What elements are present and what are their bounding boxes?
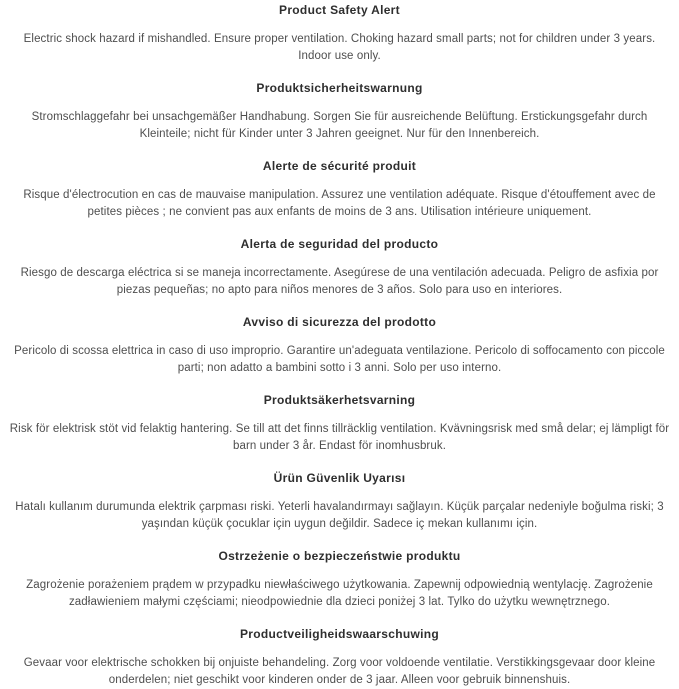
section-body: Zagrożenie porażeniem prądem w przypadku niewłaściwego użytkowania. Zapewnij odpowiednią wentylację. Zagrożenie zadławieniem małymi częściami; nieodpowiednie dla dzieci poniżej 3 lat. Tylko do użytku wewnętrznego.	[26, 579, 653, 608]
section-heading: Product Safety Alert	[279, 3, 400, 17]
section-body: Risque d'électrocution en cas de mauvaise manipulation. Assurez une ventilation adéquate. Risque d'étouffement avec de petites pièces ; ne convient pas aux enfants de moins de 3 ans. Utilisation intérieure uniquement.	[23, 189, 656, 218]
safety-section-sv	[8, 392, 671, 455]
section-heading: Productveiligheidswaarschuwing	[239, 627, 440, 641]
safety-section-fr	[8, 158, 671, 221]
section-body: Risk för elektrisk stöt vid felaktig hantering. Se till att det finns tillräcklig ventilation. Kvävningsrisk med små delar; ej lämpligt för barn under 3 år. Endast för inomhusbruk.	[9, 423, 670, 452]
section-heading: Avviso di sicurezza del prodotto	[242, 315, 437, 329]
section-heading: Produktsäkerhetsvarning	[263, 393, 416, 407]
safety-section-pl	[8, 548, 671, 611]
safety-section-es	[8, 236, 671, 299]
section-heading: Alerta de seguridad del producto	[240, 237, 439, 251]
section-heading: Ürün Güvenlik Uyarısı	[273, 471, 406, 485]
safety-section-it	[8, 314, 671, 377]
section-heading: Ostrzeżenie o bezpieczeństwie produktu	[218, 549, 461, 563]
section-body: Gevaar voor elektrische schokken bij onjuiste behandeling. Zorg voor voldoende ventilatie. Verstikkingsgevaar door kleine onderdelen; niet geschikt voor kinderen onder de 3 jaar. Alleen voor gebruik binnenshuis.	[23, 657, 656, 686]
section-heading: Produktsicherheitswarnung	[256, 81, 423, 95]
section-body: Riesgo de descarga eléctrica si se maneja incorrectamente. Asegúrese de una ventilación adecuada. Peligro de asfixia por piezas pequeñas; no apto para niños menores de 3 años. Solo para uso en interiores.	[20, 267, 659, 296]
section-heading: Alerte de sécurité produit	[262, 159, 417, 173]
section-body: Electric shock hazard if mishandled. Ensure proper ventilation. Choking hazard small parts; not for children under 3 years. Indoor use only.	[23, 33, 656, 62]
section-body: Hatalı kullanım durumunda elektrik çarpması riski. Yeterli havalandırmayı sağlayın. Küçük parçalar nedeniyle boğulma riski; 3 yaşından küçük çocuklar için uygun değildir. Sadece iç mekan kullanımı için.	[15, 501, 664, 530]
safety-section-de	[8, 80, 671, 143]
section-body: Pericolo di scossa elettrica in caso di uso improprio. Garantire un'adeguata ventilazione. Pericolo di soffocamento con piccole parti; non adatto a bambini sotto i 3 anni. Solo per uso interno.	[14, 345, 665, 374]
safety-section-nl	[8, 626, 671, 689]
safety-section-tr	[8, 470, 671, 533]
safety-section-en	[8, 2, 671, 65]
section-body: Stromschlaggefahr bei unsachgemäßer Handhabung. Sorgen Sie für ausreichende Belüftung. Erstickungsgefahr durch Kleinteile; nicht für Kinder unter 3 Jahren geeignet. Nur für den Innenbereich.	[31, 111, 648, 140]
